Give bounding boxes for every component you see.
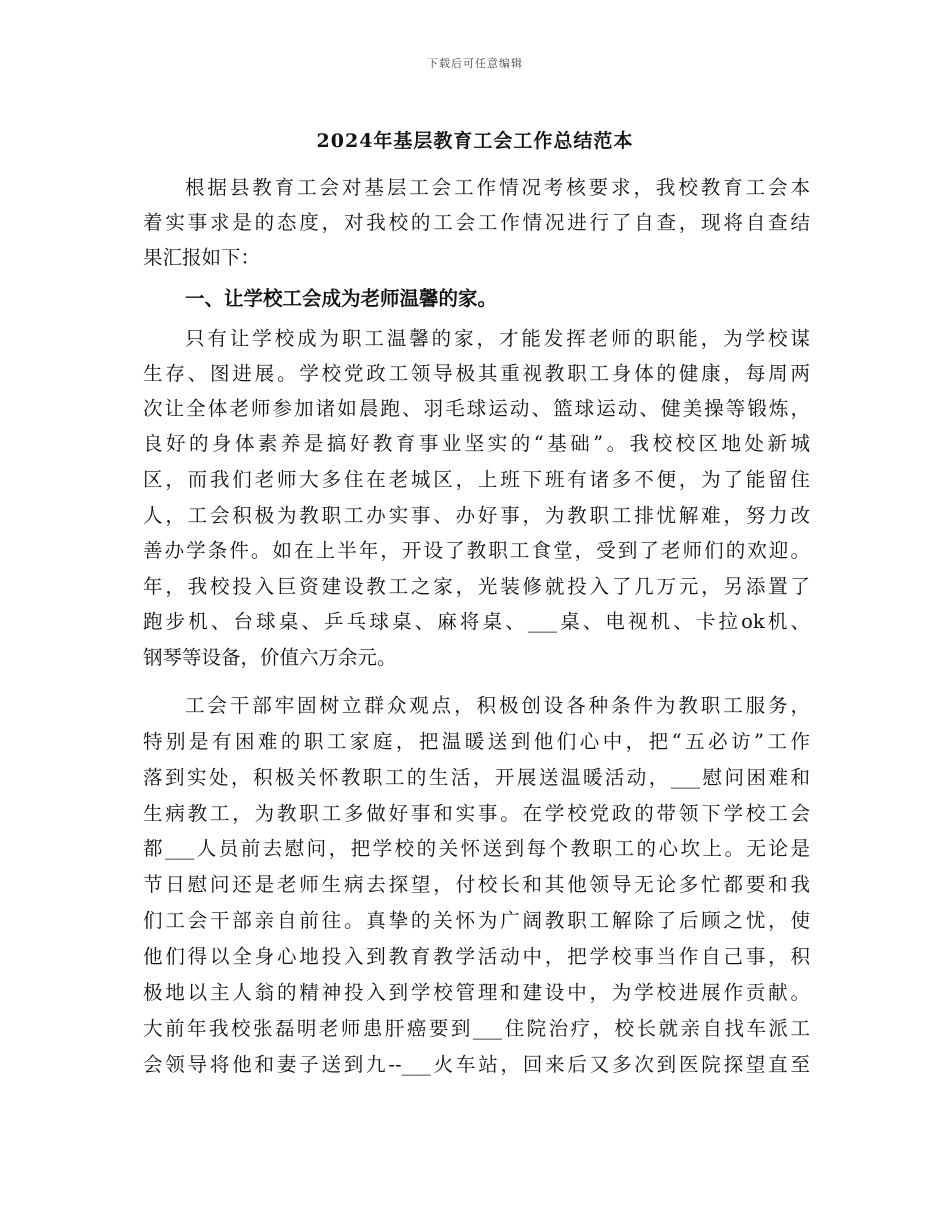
section-heading: 一、让学校工会成为老师温馨的家。 [185, 287, 498, 310]
header-note: 下载后可任意编辑 [427, 57, 523, 70]
paragraph-line: 次让全体老师参加诸如晨跑、羽毛球运动、篮球运动、健美操等锻炼， [143, 397, 810, 420]
paragraph-line: 根据县教育工会对基层工会工作情况考核要求，我校教育工会本 [185, 176, 810, 199]
paragraph-line: 只有让学校成为职工温馨的家，才能发挥老师的职能，为学校谋 [185, 327, 810, 350]
paragraph-line: 生存、图进展。学校党政工领导极其重视教职工身体的健康，每周两 [143, 362, 810, 385]
paragraph-line: 会领导将他和妻子送到九--___火车站，回来后又多次到医院探望直至 [143, 1053, 810, 1076]
paragraph-line: 区，而我们老师大多住在老城区，上班下班有诸多不便，为了能留住 [143, 468, 810, 491]
paragraph-line: 人，工会积极为教职工办实事、办好事，为教职工排忧解难，努力改 [143, 504, 810, 527]
paragraph-line: 他们得以全身心地投入到教育教学活动中，把学校事当作自己事，积 [143, 945, 810, 968]
paragraph-line: 良好的身体素养是搞好教育事业坚实的“基础”。我校校区地处新城 [143, 432, 810, 455]
paragraph-line: 年，我校投入巨资建设教工之家，光装修就投入了几万元，另添置了 [143, 575, 810, 598]
paragraph-line: 们工会干部亲自前往。真挚的关怀为广阔教职工解除了后顾之忧，使 [143, 909, 810, 932]
paragraph-line: 跑步机、台球桌、乒乓球桌、麻将桌、___桌、电视机、卡拉ok机、 [143, 610, 810, 633]
paragraph-line: 大前年我校张磊明老师患肝癌要到___住院治疗，校长就亲自找车派工 [143, 1017, 810, 1040]
paragraph-line: 特别是有困难的职工家庭，把温暖送到他们心中，把“五必访”工作 [143, 730, 810, 753]
paragraph-line: 都___人员前去慰问，把学校的关怀送到每个教职工的心坎上。无论是 [143, 837, 810, 860]
paragraph-line: 着实事求是的态度，对我校的工会工作情况进行了自查，现将自查结 [143, 211, 810, 234]
paragraph-line: 善办学条件。如在上半年，开设了教职工食堂，受到了老师们的欢迎。 [143, 539, 810, 562]
paragraph-line: 落到实处，积极关怀教职工的生活，开展送温暖活动，___慰问困难和 [143, 766, 810, 789]
paragraph-line: 极地以主人翁的精神投入到学校管理和建设中，为学校进展作贡献。 [143, 981, 810, 1004]
paragraph-line: 节日慰问还是老师生病去探望，付校长和其他领导无论多忙都要和我 [143, 873, 810, 896]
document-title: 2024年基层教育工会工作总结范本 [316, 130, 634, 152]
paragraph-line: 果汇报如下： [143, 246, 261, 269]
paragraph-line: 钢琴等设备，价值六万余元。 [143, 646, 397, 669]
paragraph-line: 生病教工，为教职工多做好事和实事。在学校党政的带领下学校工会 [143, 802, 810, 825]
paragraph-line: 工会干部牢固树立群众观点，积极创设各种条件为教职工服务， [185, 694, 810, 717]
